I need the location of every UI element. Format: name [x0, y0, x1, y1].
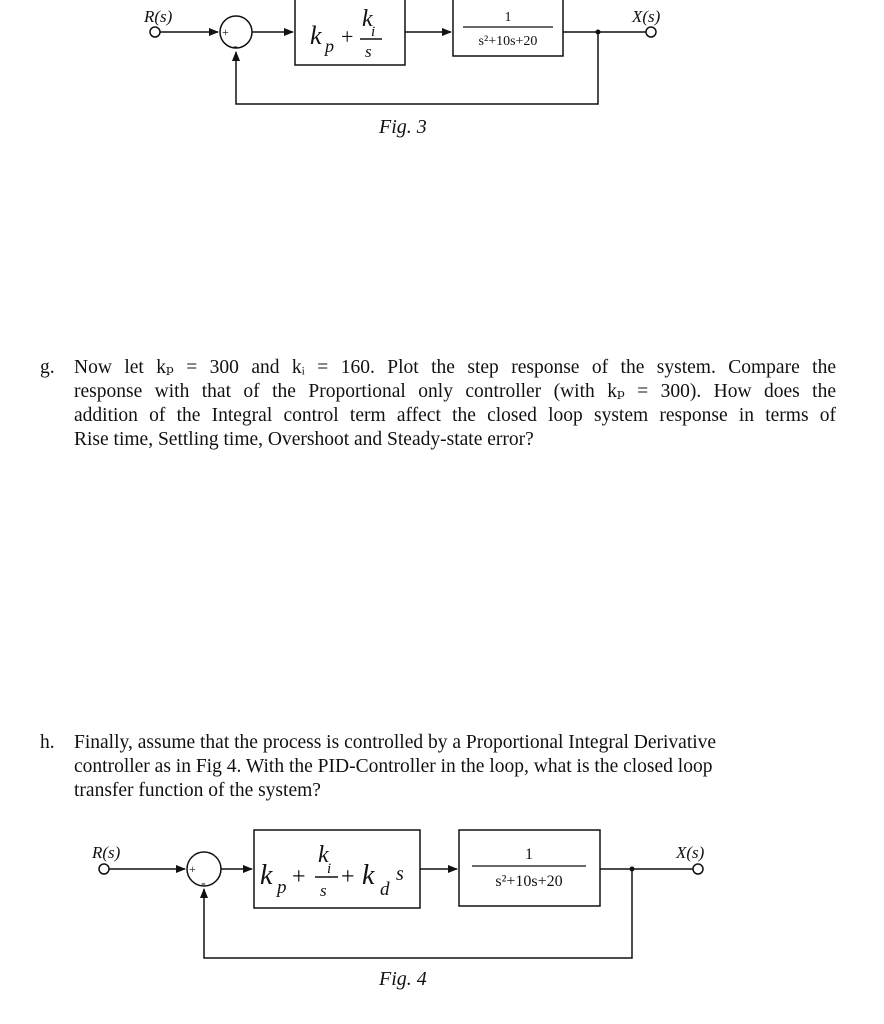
fig3-output-terminal [646, 27, 656, 37]
fig4-controller-expression [260, 842, 404, 900]
fig3-kp-sub: p [325, 36, 334, 56]
question-g-line-1: Now let kₚ = 300 and kᵢ = 160. Plot the step response of the system. Compare the [74, 357, 836, 378]
fig3-controller-expression [310, 6, 382, 61]
fig3-diagram [143, 0, 661, 104]
fig4-plus-1: + [292, 864, 306, 890]
fig3-sum-plus: + [222, 25, 229, 39]
question-h-letter: h. [40, 732, 55, 753]
question-g-line-3: addition of the Integral control term affect the closed loop system response in terms of [74, 405, 836, 426]
fig4-kp-sub: p [277, 877, 287, 898]
question-g-letter: g. [40, 357, 55, 378]
fig4-plus-2: + [341, 864, 355, 890]
question-h-text [74, 731, 800, 803]
fig4-ki-denominator: s [320, 881, 327, 900]
fig3-sum-minus: - [233, 39, 238, 54]
fig4-kd-sub: d [380, 879, 390, 900]
fig4-output-label: X(s) [676, 843, 705, 862]
fig3-plant-numerator: 1 [504, 10, 512, 25]
fig4-output-terminal [693, 864, 703, 874]
fig3-plant-denominator: s²+10s+20 [478, 34, 538, 49]
fig3-ki-k: k [362, 6, 373, 32]
fig4-input-terminal [99, 864, 109, 874]
fig4-input-label: R(s) [92, 843, 121, 862]
fig3-feedback-path [236, 32, 598, 104]
fig4-ki-sub: i [327, 861, 332, 877]
fig3-plus: + [341, 24, 354, 49]
fig3-input-label: R(s) [144, 7, 173, 26]
fig3-ki-sub: i [371, 24, 376, 40]
fig4-ki-k: k [318, 842, 329, 868]
fig4-caption: Fig. 4 [379, 968, 427, 990]
question-g-line-4: Rise time, Settling time, Overshoot and Steady-state error? [74, 429, 534, 450]
question-g-line-2: response with that of the Proportional only controller (with kₚ = 300). How does the [74, 381, 836, 402]
question-g-text [74, 356, 836, 452]
fig4-plant-denominator: s²+10s+20 [495, 873, 563, 890]
fig4-kd-k: k [362, 860, 375, 891]
fig4-kp-k: k [260, 860, 273, 891]
fig4-sum-minus: - [201, 876, 206, 891]
question-h-line-3: transfer function of the system? [74, 780, 321, 801]
fig4-plant-block [459, 830, 600, 906]
fig4-kd-s: s [396, 863, 404, 885]
fig3-ki-denominator: s [365, 42, 372, 61]
question-h-line-1: Finally, assume that the process is controlled by a Proportional Integral Derivative [74, 732, 717, 753]
fig4-diagram [91, 830, 705, 958]
fig3-kp-k: k [310, 21, 322, 50]
fig4-plant-numerator: 1 [525, 846, 533, 863]
fig3-output-label: X(s) [632, 7, 661, 26]
fig4-sum-plus: + [189, 862, 196, 876]
fig3-input-terminal [150, 27, 160, 37]
fig3-caption: Fig. 3 [379, 116, 427, 138]
question-h-line-2: controller as in Fig 4. With the PID-Controller in the loop, what is the closed loop [74, 756, 713, 777]
